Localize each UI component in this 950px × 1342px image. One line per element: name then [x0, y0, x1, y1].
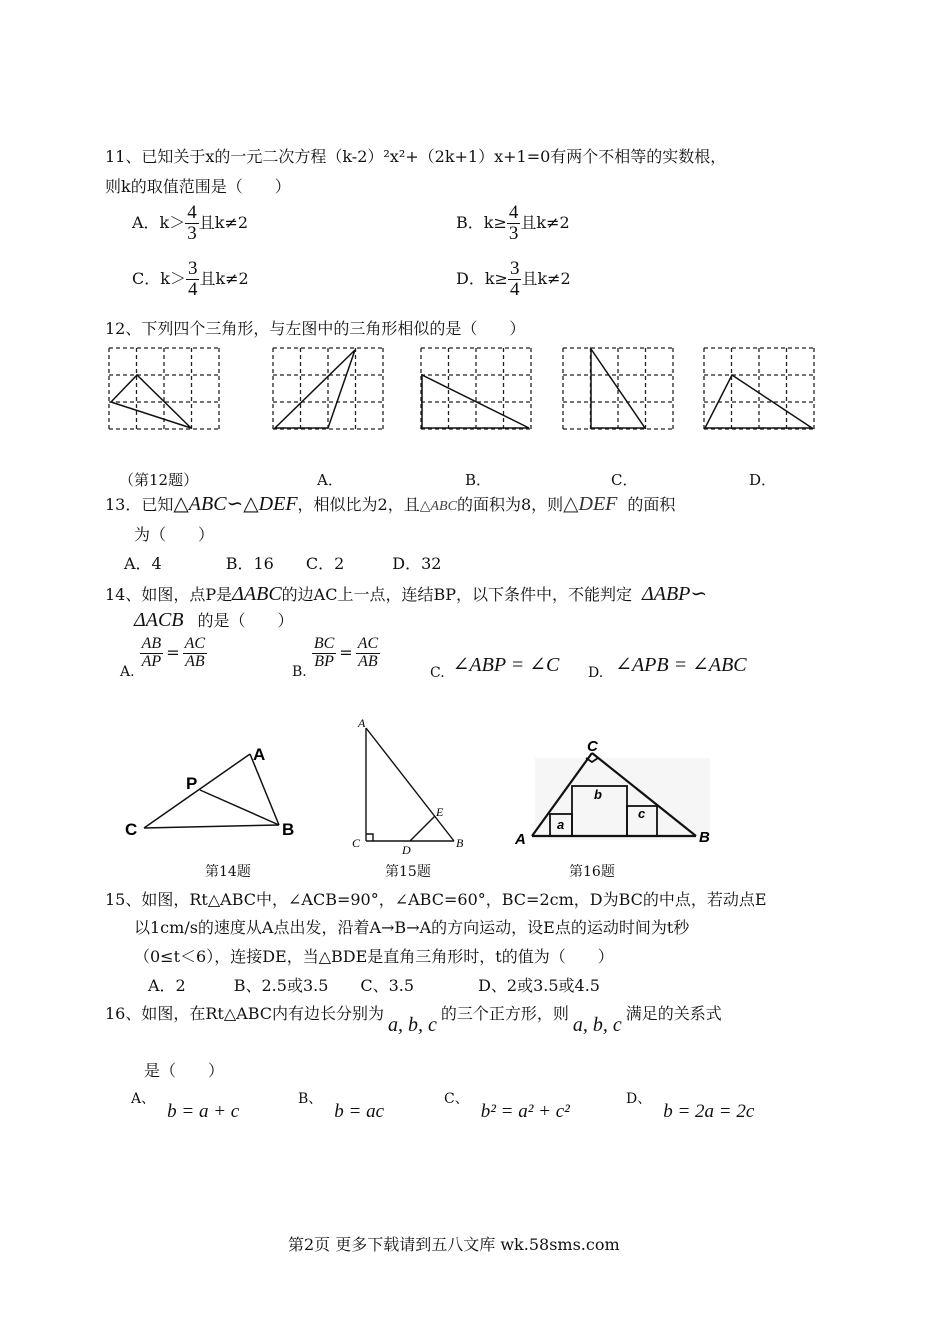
figure-16	[510, 738, 720, 848]
q16-option-c: C、b² = a² + c²	[444, 1091, 570, 1122]
q14-option-c: C. ∠ABP = ∠C	[430, 654, 560, 681]
fig14-label-c: C	[125, 820, 138, 839]
q16-option-a: A、b = a + c	[131, 1091, 240, 1122]
fig14-label-p: P	[186, 774, 198, 793]
figure-15-caption: 第15题	[385, 864, 431, 880]
q14-option-a: A. $\frac{AB}{AP}$ = $\frac{AC}{AB}$	[120, 635, 206, 680]
q15-line1: 15、如图，Rt△ABC中，∠ACB=90°，∠ABC=60°，BC=2cm，D为BC的中点，若动点E	[105, 890, 767, 909]
fig16-label-c: C	[587, 738, 598, 755]
q14-line2: ΔACB 的是（ ）	[134, 609, 294, 631]
page-footer: 第2页 更多下载请到五八文库 wk.58sms.com	[288, 1235, 620, 1254]
q11-line2: 则k的取值范围是（ ）	[105, 177, 291, 196]
q16-line2: 是（ ）	[144, 1061, 225, 1080]
q16-option-d: D、b = 2a = 2c	[626, 1091, 755, 1122]
q13-line1: 13．已知△ABC∽△DEF，相似比为2，且△ABC的面积为8，则△DEF 的面积	[105, 493, 676, 515]
fig14-label-a: A	[253, 745, 266, 764]
q12-grid-option-c	[563, 348, 675, 430]
figure-14-caption: 第14题	[205, 864, 251, 880]
q11-option-b: B．k≥ $\frac{4}{3}$ 且k≠2	[456, 202, 570, 244]
q14-option-d: D. ∠APB = ∠ABC	[588, 654, 747, 681]
fig15-label-c: C	[352, 836, 361, 850]
q14-line1: 14、如图，点P是ΔABC的边AC上一点，连结BP，以下条件中，不能判定 ΔABP∽	[105, 583, 708, 605]
fig15-label-d: D	[402, 843, 411, 857]
q12-caption-reference: （第12题）	[119, 471, 199, 489]
q11-option-c: C．k＞ $\frac{3}{4}$ 且k≠2	[132, 258, 249, 300]
q12-grid-option-d	[704, 348, 816, 430]
fig16-label-b-square: b	[594, 787, 602, 802]
q12-caption-d: D．	[749, 471, 777, 489]
q12-grid-option-a	[273, 348, 385, 430]
q16-option-b: B、b = ac	[298, 1091, 385, 1122]
q12-grid-option-b	[421, 348, 533, 430]
q12-caption-a: A．	[317, 471, 343, 489]
q11-line1: 11、已知关于x的一元二次方程（k-2）²x²+（2k+1）x+1=0有两个不相等的实数根，	[105, 147, 727, 166]
figure-14	[122, 742, 312, 842]
q15-line2: 以1cm/s的速度从A点出发，沿着A→B→A的方向运动，设E点的运动时间为t秒	[134, 918, 690, 937]
fig15-label-b: B	[456, 836, 464, 850]
q13-options: A．4 B．16 C．2 D．32	[124, 554, 442, 573]
q12-text: 12、下列四个三角形，与左图中的三角形相似的是（ ）	[105, 319, 526, 338]
figure-16-caption: 第16题	[569, 864, 615, 880]
q16-line1: 16、如图，在Rt△ABC内有边长分别为a, b, c的三个正方形，则a, b, c满足的关系式	[105, 1004, 722, 1036]
q12-grid-reference	[109, 348, 221, 430]
fig16-label-a-square: a	[557, 817, 565, 832]
figure-15	[348, 713, 478, 855]
fig16-label-a-vertex: A	[515, 831, 526, 848]
fig16-label-b-vertex: B	[699, 829, 710, 846]
q13-line2: 为（ ）	[134, 525, 215, 544]
fig16-label-c-square: c	[638, 806, 646, 821]
q11-option-a: A．k＞ $\frac{4}{3}$ 且k≠2	[132, 202, 249, 244]
q11-option-d: D．k≥ $\frac{3}{4}$ 且k≠2	[456, 258, 571, 300]
fig15-label-e: E	[436, 805, 444, 819]
q15-options: A．2 B、2.5或3.5 C、3.5 D、2或3.5或4.5	[148, 976, 600, 995]
q12-caption-b: B．	[465, 471, 492, 489]
q15-line3: （0≤t＜6），连接DE，当△BDE是直角三角形时，t的值为（ ）	[134, 947, 614, 966]
fig15-label-a: A	[358, 716, 366, 730]
q12-caption-c: C．	[611, 471, 638, 489]
q14-option-b: B. $\frac{BC}{BP}$ = $\frac{AC}{AB}$	[292, 635, 379, 680]
fig14-label-b: B	[282, 820, 295, 839]
